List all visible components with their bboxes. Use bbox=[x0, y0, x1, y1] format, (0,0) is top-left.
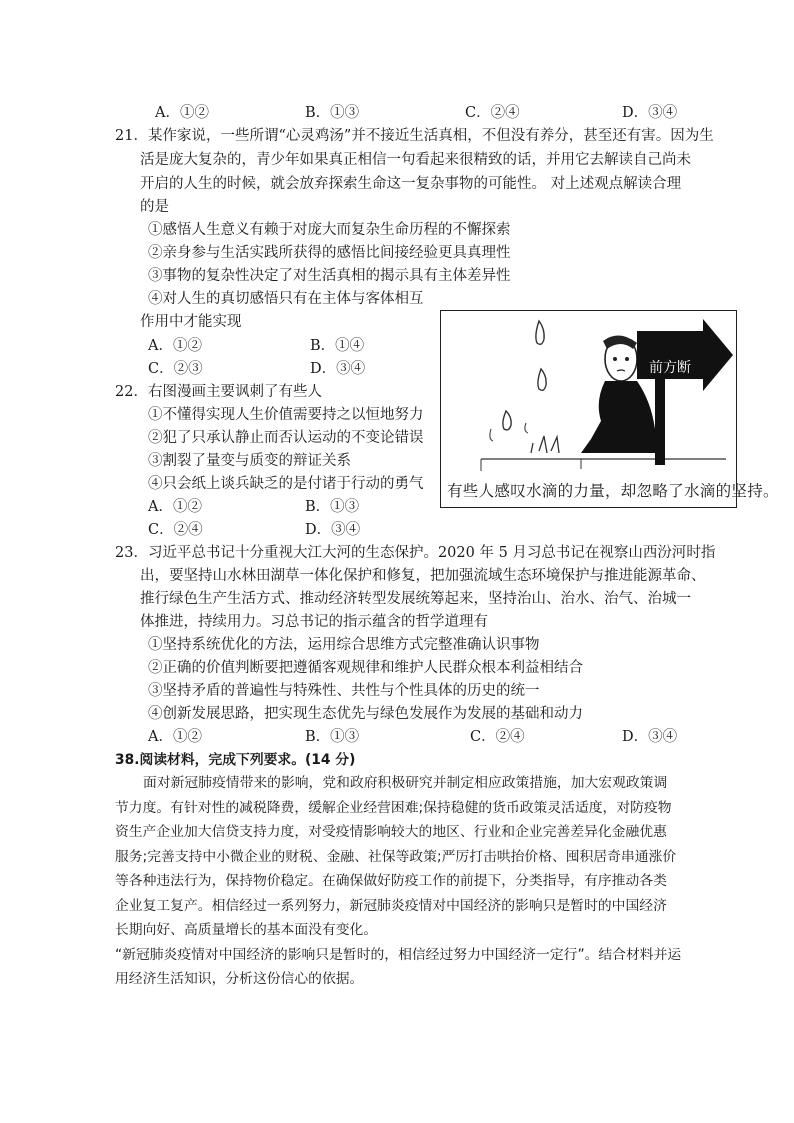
q20-option-c: C．②④ bbox=[465, 105, 520, 121]
q23-option-a: A．①② bbox=[148, 729, 202, 745]
cartoon-image bbox=[440, 310, 779, 508]
q23-stem-line: 推行绿色生产生活方式、推动经济转型发展统筹起来，坚持治山、治水、治气、治城一 bbox=[140, 591, 691, 607]
q38-line: 长期向好、高质量增长的基本面没有变化。 bbox=[115, 922, 378, 938]
q21-item-3: ③事物的复杂性决定了对生活真相的揭示具有主体差异性 bbox=[148, 268, 511, 284]
q20-option-a: A．①② bbox=[155, 105, 209, 121]
q22-option-b: B．①③ bbox=[305, 499, 360, 515]
q22-option-d: D．③④ bbox=[305, 522, 361, 538]
q21-item-4: ④对人生的真切感悟只有在主体与客体相互 bbox=[148, 291, 424, 307]
q23-stem-line: 体推进，持续用力。习总书记的指示蕴含的哲学道理有 bbox=[140, 614, 488, 630]
q20-option-b: B．①③ bbox=[305, 105, 360, 121]
q38-line: 服务;完善支持中小微企业的财税、金融、社保等政策;严厉打击哄抬价格、囤积居奇串通涨价 bbox=[115, 848, 677, 865]
cartoon-caption: 有些人感叹水滴的力量，却忽略了水滴的坚持。 bbox=[447, 482, 779, 500]
q21-item-4-cont: 作用中才能实现 bbox=[140, 314, 242, 330]
q22-stem: 22．右图漫画主要讽刺了有些人 bbox=[115, 384, 322, 400]
q38-title: 38.阅读材料，完成下列要求。(14 分) bbox=[115, 752, 356, 768]
q38-line: 资生产企业加大信贷支持力度，对受疫情影响较大的地区、行业和企业完善差异化金融优惠 bbox=[115, 824, 667, 840]
q22-option-c: C．②④ bbox=[148, 522, 203, 538]
q21-option-b: B．①④ bbox=[310, 338, 365, 354]
q21-stem-line: 21．某作家说，一些所谓“心灵鸡汤”并不接近生活真相，不但没有养分，甚至还有害。因为生 bbox=[115, 128, 714, 144]
q22-option-a: A．①② bbox=[148, 499, 202, 515]
q22-item-1: ①不懂得实现人生价值需要持之以恒地努力 bbox=[148, 407, 424, 423]
q21-option-a: A．①② bbox=[148, 338, 202, 354]
cartoon-sign-text: 前方断 bbox=[649, 360, 691, 376]
q21-option-c: C．②③ bbox=[148, 361, 203, 377]
q23-item-3: ③坚持矛盾的普遍性与特殊性、共性与个性具体的历史的统一 bbox=[148, 683, 540, 699]
q38-line: 企业复工复产。相信经过一系列努力，新冠肺炎疫情对中国经济的影响只是暂时的中国经济 bbox=[115, 897, 667, 914]
q21-stem-line: 活是庞大复杂的，青少年如果真正相信一句看起来很精致的话，并用它去解读自己尚未 bbox=[140, 152, 691, 168]
q38-line: 等各种违法行为，保持物价稳定。在确保做好防疫工作的前提下，分类指导，有序推动各类 bbox=[115, 873, 667, 889]
q38-line: 面对新冠肺疫情带来的影响，党和政府积极研究并制定相应政策措施，加大宏观政策调 bbox=[143, 775, 668, 791]
q38-question-line: 用经济生活知识，分析这份信心的依据。 bbox=[115, 971, 364, 987]
q22-item-2: ②犯了只承认静止而否认运动的不变论错误 bbox=[148, 430, 424, 446]
q22-item-4: ④只会纸上谈兵缺乏的是付诸于行动的勇气 bbox=[148, 476, 424, 492]
q38-line: 节力度。有针对性的减税降费，缓解企业经营困难;保持稳健的货币政策灵活适度，对防疫物 bbox=[115, 799, 672, 816]
q23-item-2: ②正确的价值判断要把遵循客观规律和维护人民群众根本利益相结合 bbox=[148, 660, 583, 676]
q23-item-4: ④创新发展思路，把实现生态优先与绿色发展作为发展的基础和动力 bbox=[148, 706, 583, 722]
q23-stem-line: 23．习近平总书记十分重视大江大河的生态保护。2020 年 5 月习总书记在视察山西汾河时指 bbox=[115, 545, 716, 561]
q38-question-line: “新冠肺炎疫情对中国经济的影响只是暂时的，相信经过努力中国经济一定行”。结合材料并运 bbox=[115, 946, 682, 963]
q20-option-d: D．③④ bbox=[622, 105, 678, 121]
q21-stem-line: 开启的人生的时候，就会放弃探索生命这一复杂事物的可能性。 对上述观点解读合理 bbox=[140, 176, 682, 192]
q21-stem-line: 的是 bbox=[140, 199, 169, 215]
q23-option-b: B．①③ bbox=[305, 729, 360, 745]
q21-item-1: ①感悟人生意义有赖于对庞大而复杂生命历程的不懈探索 bbox=[148, 222, 511, 238]
cartoon-drawing bbox=[441, 311, 736, 507]
q21-option-d: D．③④ bbox=[310, 361, 366, 377]
q23-option-d: D．③④ bbox=[622, 729, 678, 745]
q23-item-1: ①坚持系统优化的方法，运用综合思维方式完整准确认识事物 bbox=[148, 637, 540, 653]
q23-option-c: C．②④ bbox=[470, 729, 525, 745]
q22-item-3: ③割裂了量变与质变的辩证关系 bbox=[148, 453, 351, 469]
q21-item-2: ②亲身参与生活实践所获得的感悟比间接经验更具真理性 bbox=[148, 245, 511, 261]
q23-stem-line: 出，要坚持山水林田湖草一体化保护和修复，把加强流域生态环境保护与推进能源革命、 bbox=[140, 568, 706, 584]
q38-material bbox=[115, 771, 685, 992]
